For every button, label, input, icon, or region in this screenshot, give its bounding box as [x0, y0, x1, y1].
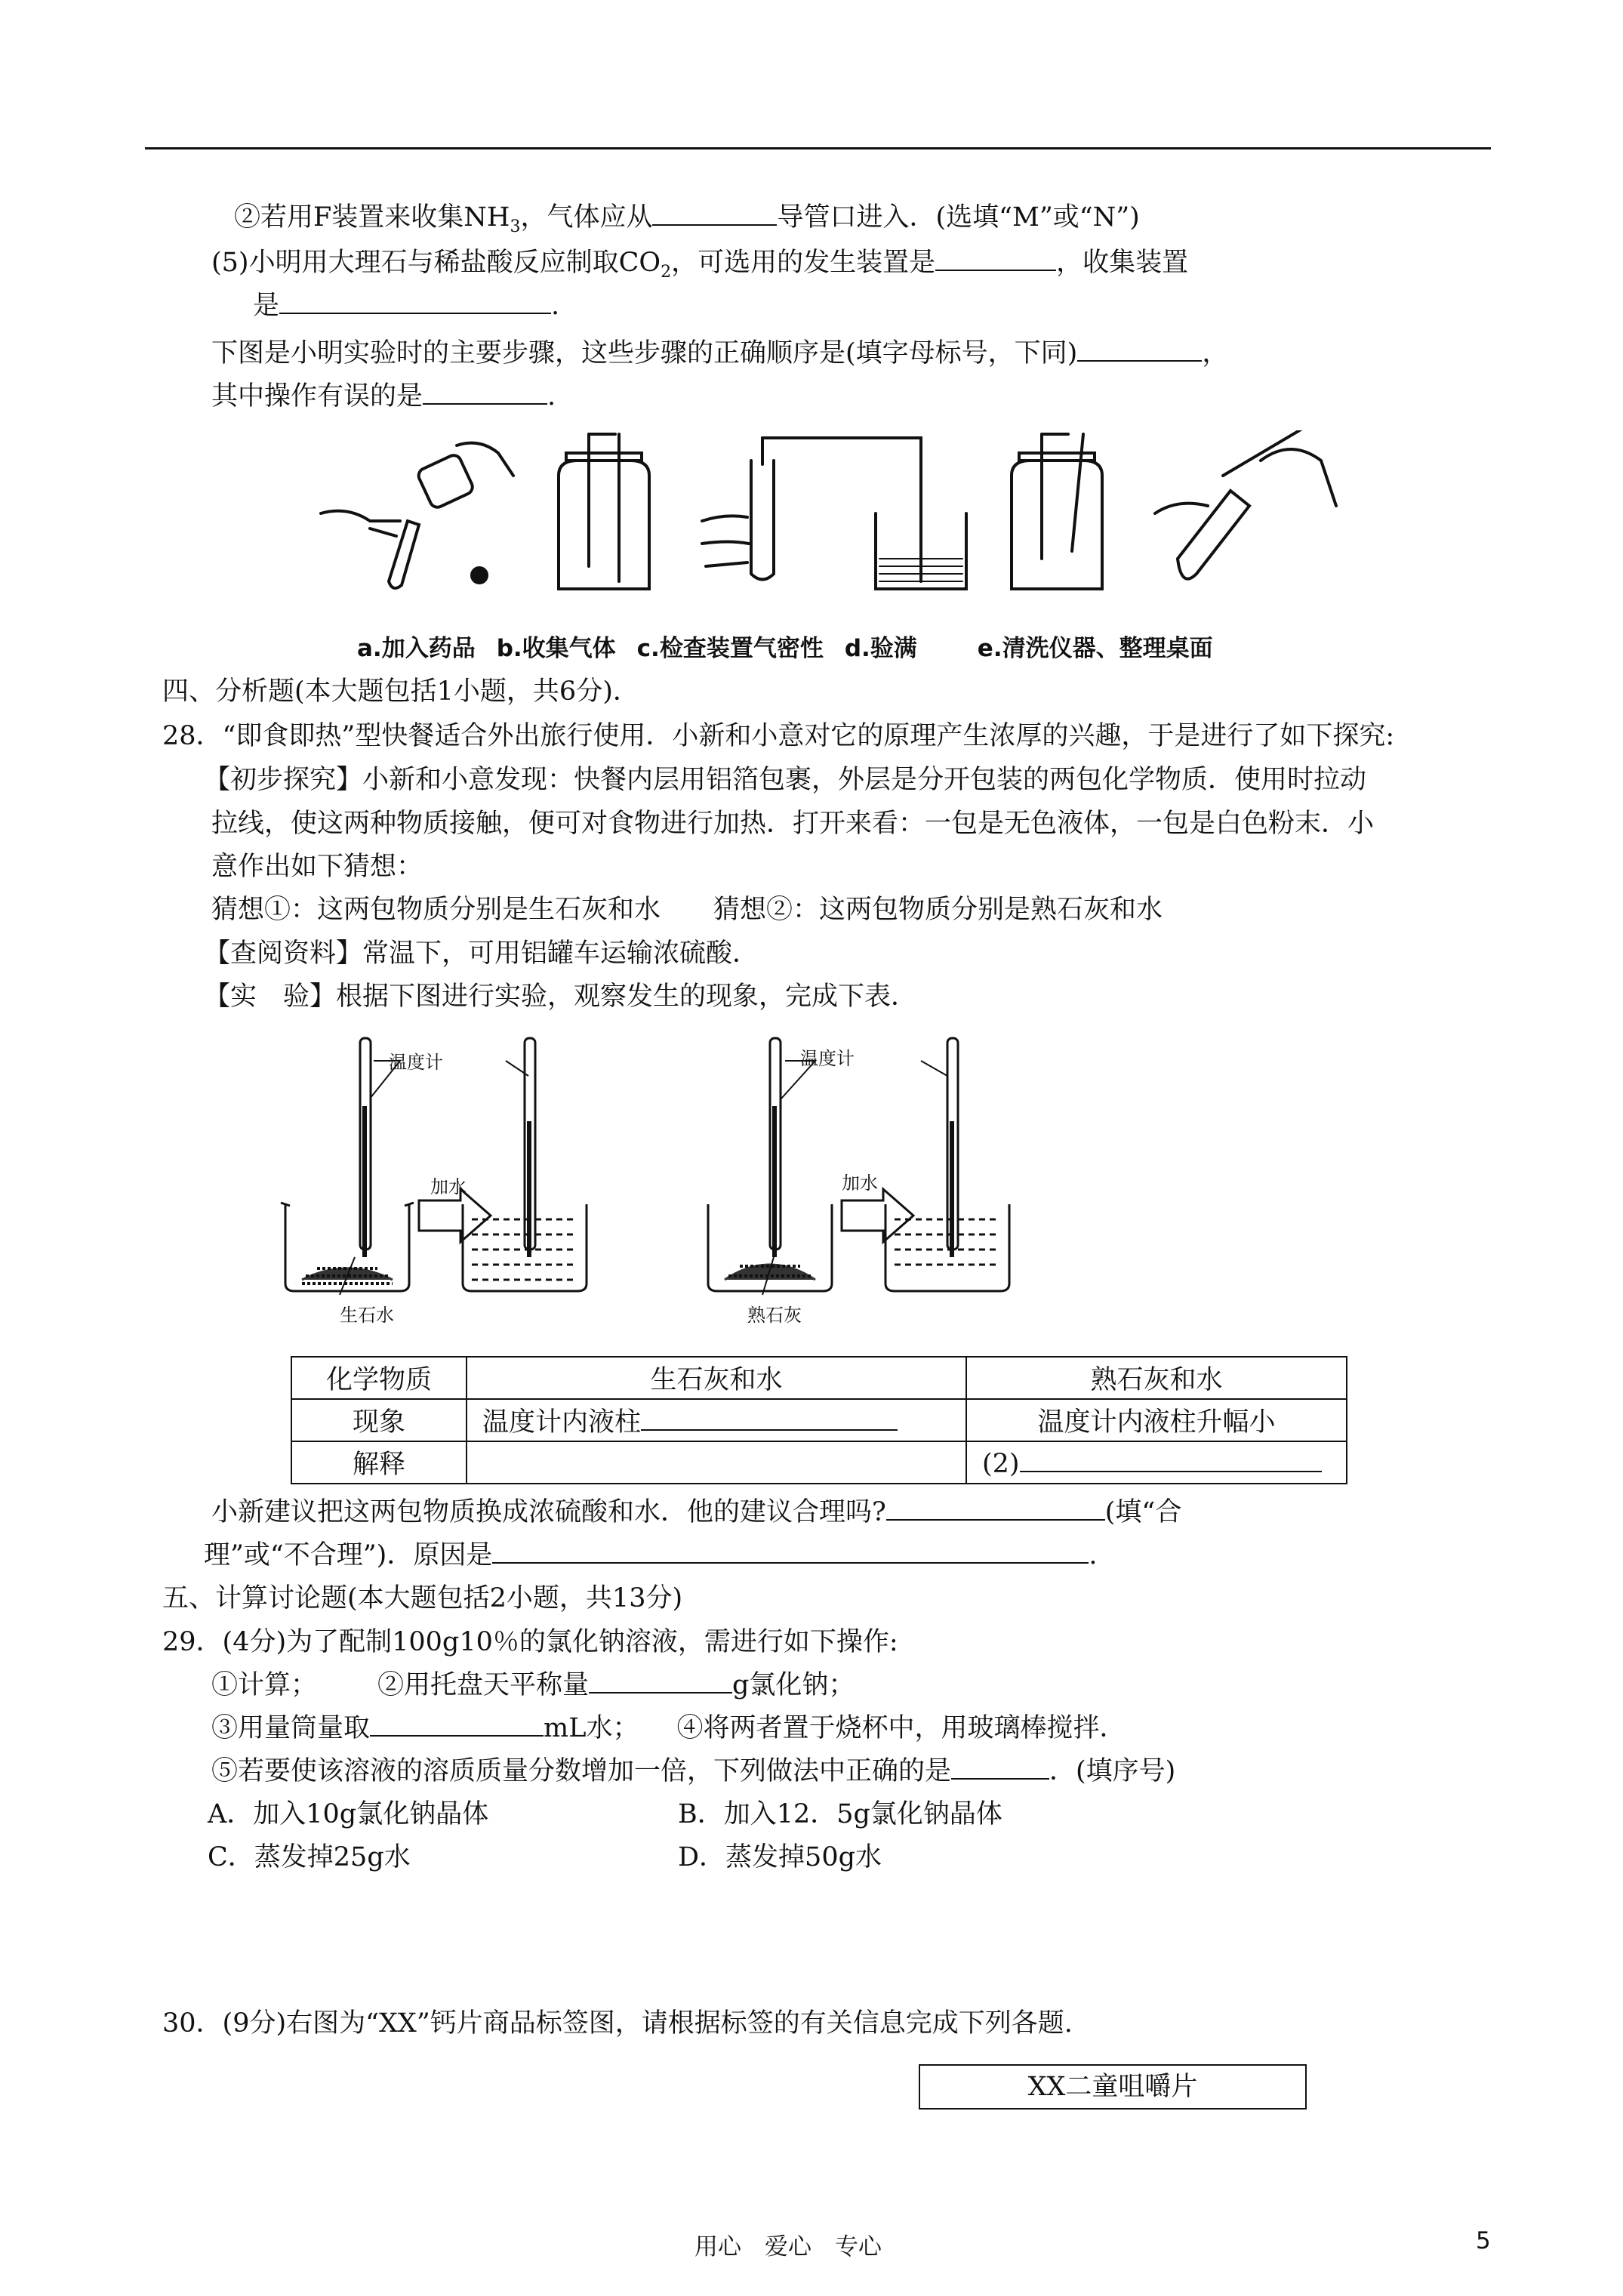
text: ，收集装置: [1056, 248, 1189, 278]
q27-line-6: [253, 288, 559, 323]
text: ，可选用的发生装置是: [671, 248, 936, 278]
table-cell[interactable]: [467, 1441, 966, 1484]
subscript: 2: [661, 263, 672, 282]
text: 小新建议把这两包物质换成浓硫酸和水．他的建议合理吗?: [211, 1497, 886, 1527]
label-thermometer-left: 温度计: [389, 1052, 443, 1073]
text: ．(填序号): [1049, 1756, 1176, 1786]
q29-option-d: D．蒸发掉50g水: [678, 1842, 882, 1872]
subscript: 3: [510, 217, 521, 236]
answer-blank[interactable]: [1077, 336, 1202, 362]
q29-step-3-4: [211, 1711, 1126, 1746]
q28-line-9: [204, 1538, 1097, 1573]
answer-blank[interactable]: [652, 200, 777, 226]
q29-option-a: A．加入10g氯化钠晶体: [208, 1799, 489, 1829]
q28-line-3: 拉线，使这两种物质接触，便可对食物进行加热．打开来看：一包是无色液体，一包是白色粉末．小: [211, 809, 1375, 839]
text: 是: [253, 291, 280, 321]
answer-blank[interactable]: [423, 379, 547, 405]
footer-motto: 用心 爱心 专心: [694, 2233, 882, 2261]
table-cell: [966, 1441, 1347, 1484]
table-header-cell: 熟石灰和水: [966, 1357, 1347, 1399]
thermometer-experiment-figure: [279, 1031, 1110, 1333]
text: ，气体应从: [520, 202, 653, 233]
answer-blank[interactable]: [370, 1711, 544, 1737]
answer-blank[interactable]: [589, 1668, 732, 1693]
step-label: a.加入药品: [357, 635, 476, 662]
table-row: [291, 1441, 1347, 1484]
q29-step-1-2: [211, 1668, 855, 1703]
page-number: 5: [1476, 2227, 1491, 2254]
answer-blank[interactable]: [279, 288, 551, 314]
answer-blank[interactable]: [951, 1754, 1049, 1780]
step-label: e.清洗仪器、整理桌面: [977, 635, 1213, 662]
q29-step-5: [211, 1754, 1175, 1789]
table-header-cell: 化学物质: [291, 1357, 467, 1399]
q28-line-4: 意作出如下猜想：: [211, 852, 423, 882]
answer-blank[interactable]: [1020, 1447, 1322, 1472]
arrow-right: [842, 1189, 913, 1242]
table-header-cell: 生石灰和水: [467, 1357, 966, 1399]
q27-line-8: [211, 379, 556, 414]
section-5-heading: 五、计算讨论题(本大题包括2小题，共13分): [162, 1583, 683, 1613]
q28-line-6: 【查阅资料】常温下，可用铝罐车运输浓硫酸．: [204, 938, 759, 969]
text: 导管口进入．(选填“M”或“N”): [777, 202, 1140, 233]
text: g氯化钠；: [732, 1670, 855, 1700]
step-label: d.验满: [844, 635, 917, 662]
product-label-box: XX二童咀嚼片: [919, 2064, 1307, 2110]
q28-line-1: 28．“即食即热”型快餐适合外出旅行使用．小新和小意对它的原理产生浓厚的兴趣，于是进行了如下探究:: [162, 721, 1395, 751]
answer-blank[interactable]: [641, 1405, 898, 1431]
q27-line-5: [211, 245, 1188, 290]
label-left-substance: 生石水: [340, 1305, 394, 1326]
text: ，: [1202, 338, 1229, 368]
section-4-heading: 四、分析题(本大题包括1小题，共6分)．: [162, 676, 639, 707]
label-right-substance: 熟石灰: [747, 1305, 802, 1326]
table-row: [291, 1399, 1347, 1441]
table-cell: [467, 1399, 966, 1441]
step-a-illustration: [321, 443, 513, 588]
q28-line-7: 【实 验】根据下图进行实验，观察发生的现象，完成下表．: [204, 982, 918, 1012]
text: ①计算；: [211, 1670, 318, 1700]
text: .: [1089, 1540, 1098, 1570]
q29-heading: 29．(4分)为了配制100g10％的氯化钠溶液，需进行如下操作:: [162, 1627, 898, 1657]
text: 其中操作有误的是: [211, 381, 423, 411]
cell-text: (2): [982, 1448, 1020, 1479]
q28-line-2: 【初步探究】小新和小意发现：快餐内层用铝箔包裹，外层是分开包装的两包化学物质．使用时拉动: [204, 765, 1367, 795]
text: ②若用F装置来收集NH: [234, 202, 510, 233]
text: ③用量筒量取: [211, 1713, 371, 1743]
q29-option-c: C．蒸发掉25g水: [208, 1842, 411, 1872]
step-e-illustration: [1155, 430, 1336, 579]
text: .: [551, 291, 560, 321]
steps-caption: [357, 629, 1234, 663]
text: (填“合: [1104, 1497, 1182, 1527]
text: 下图是小明实验时的主要步骤，这些步骤的正确顺序是(填字母标号，下同): [211, 338, 1078, 368]
label-add-water-right: 加水: [842, 1173, 878, 1194]
cell-text: 温度计内液柱: [482, 1407, 642, 1438]
table-cell: 现象: [291, 1399, 467, 1441]
step-d-illustration: [1012, 434, 1102, 589]
q29-option-b: B．加入12．5g氯化钠晶体: [678, 1799, 1002, 1829]
label-add-water-left: 加水: [430, 1176, 467, 1197]
step-label: c.检查装置气密性: [636, 635, 824, 662]
table-header-row: [291, 1357, 1347, 1399]
label-thermometer-right: 温度计: [800, 1048, 855, 1069]
text: 理”或“不合理”)．原因是: [204, 1540, 493, 1570]
text: ④将两者置于烧杯中，用玻璃棒搅拌．: [676, 1713, 1126, 1743]
table-cell: 温度计内液柱升幅小: [966, 1399, 1347, 1441]
step-c-illustration: [702, 438, 966, 589]
header-rule: [145, 147, 1491, 149]
q28-line-5: 猜想①：这两包物质分别是生石灰和水 猜想②：这两包物质分别是熟石灰和水: [211, 895, 1163, 925]
text: mL水；: [544, 1713, 639, 1743]
answer-blank[interactable]: [492, 1538, 1089, 1564]
q30-heading: 30．(9分)右图为“XX”钙片商品标签图，请根据标签的有关信息完成下列各题.: [162, 2008, 1073, 2039]
text: (5)小明用大理石与稀盐酸反应制取CO: [211, 248, 661, 278]
text: ②用托盘天平称量: [377, 1670, 590, 1700]
observation-table: [291, 1356, 1347, 1484]
q28-line-8: [211, 1495, 1181, 1530]
step-label: b.收集气体: [496, 635, 616, 662]
experiment-steps-figure: [317, 430, 1374, 593]
text: ⑤若要使该溶液的溶质质量分数增加一倍，下列做法中正确的是: [211, 1756, 952, 1786]
q27-line-7: [211, 336, 1228, 371]
text: .: [547, 381, 556, 411]
answer-blank[interactable]: [886, 1495, 1105, 1521]
q27-line-f: [234, 200, 1140, 245]
table-cell: 解释: [291, 1441, 467, 1484]
answer-blank[interactable]: [935, 245, 1056, 271]
step-b-illustration: [559, 434, 649, 589]
